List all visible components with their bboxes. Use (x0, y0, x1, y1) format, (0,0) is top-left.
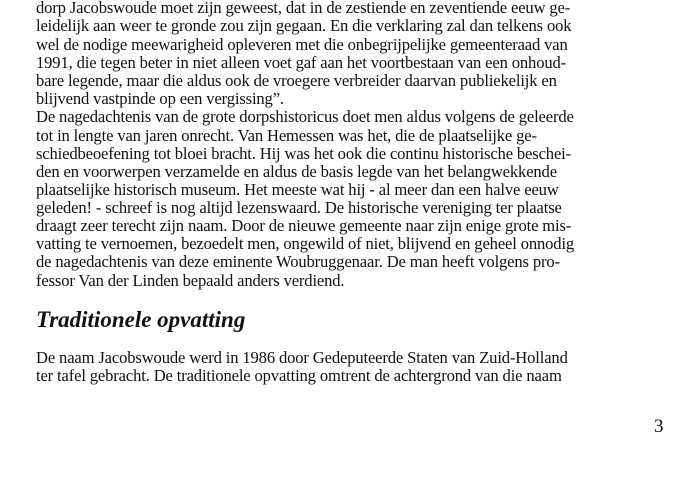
paragraph-3-line: De naam Jacobswoude werd in 1986 door Gedeputeerde Staten van Zuid-Holland (36, 348, 568, 367)
paragraph-2-line: draagt zeer terecht zijn naam. Door de nieuwe gemeente naar zijn enige grote mis- (36, 216, 572, 235)
paragraph-1-line: blijvend vastpinde op een vergissing”. (36, 89, 284, 108)
paragraph-2-line: de nagedachtenis van deze eminente Woubruggenaar. De man heeft volgens pro- (36, 252, 560, 271)
paragraph-1-line: leidelijk aan weer te gronde zou zijn gegaan. En die verklaring zal dan telkens ook (36, 16, 572, 35)
paragraph-1-line: dorp Jacobswoude moet zijn geweest, dat in de zestiende en zeventiende eeuw ge- (36, 0, 571, 17)
paragraph-3-line: ter tafel gebracht. De traditionele opvatting omtrent de achtergrond van die naam (36, 366, 562, 385)
paragraph-1-line: 1991, die tegen beter in niet alleen voet gaf aan het voortbestaan van een onhoud- (36, 53, 567, 72)
paragraph-2-line: De nagedachtenis van de grote dorpshistoricus doet men aldus volgens de geleerde (36, 107, 574, 126)
paragraph-1-line: bare legende, maar die aldus ook de vroegere verbreider daarvan publiekelijk en (36, 71, 557, 90)
paragraph-1-line: wel de nodige meewarigheid opleveren met die onbegrijpelijke gemeenteraad van (36, 35, 568, 54)
paragraph-2-line: den en voorwerpen verzamelde en aldus de basis legde van het belangwekkende (36, 162, 557, 181)
paragraph-2-line: geleden! - schreef is nog altijd lezenswaard. De historische vereniging ter plaatse (36, 198, 562, 217)
paragraph-2-line: tot in lengte van jaren onrecht. Van Hemessen was het, die de plaatselijke ge- (36, 126, 537, 145)
paragraph-2-line: vatting te vernoemen, bezoedelt men, ongewild of niet, blijvend en geheel onnodig (36, 234, 575, 253)
page-number: 3 (654, 416, 664, 437)
paragraph-2-line: fessor Van der Linden bepaald anders verdiend. (36, 271, 345, 290)
paragraph-2-line: plaatselijke historisch museum. Het meeste wat hij - al meer dan een halve eeuw (36, 180, 559, 199)
paragraph-2-line: schiedbeoefening tot bloei bracht. Hij was het ook die continu historische beschei- (36, 144, 571, 163)
section-heading: Traditionele opvatting (36, 307, 246, 332)
